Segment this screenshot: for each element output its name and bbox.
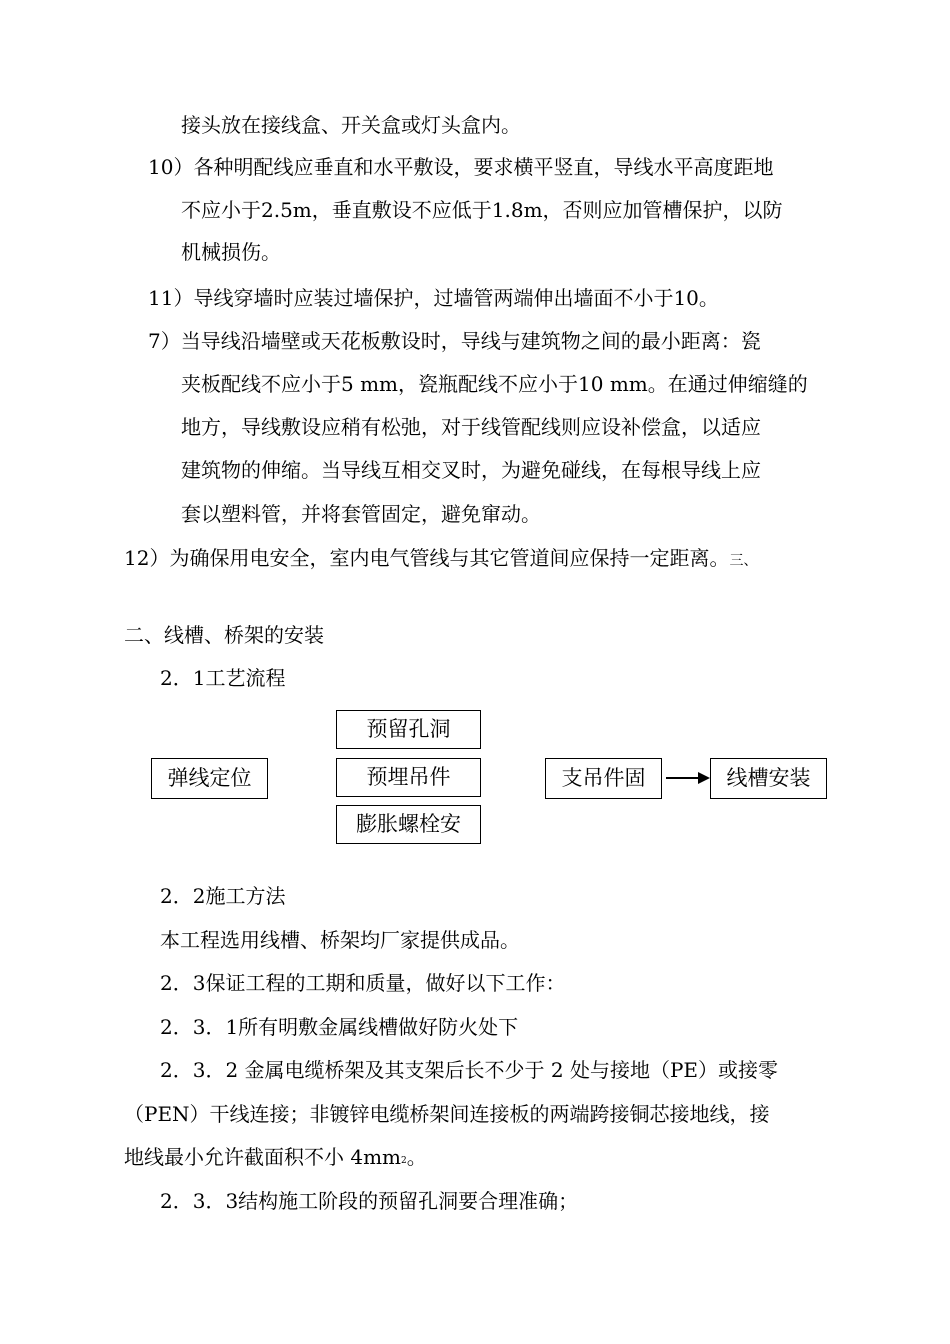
paragraph-text: 10）各种明配线应垂直和水平敷设，要求横平竖直，导线水平高度距地 [148, 155, 774, 179]
paragraph-text-tail: 三、 [729, 553, 758, 569]
superscript-text: 2 [401, 1156, 407, 1166]
paragraph-text: 11）导线穿墙时应装过墙保护，过墙管两端伸出墙面不小于10。 [148, 286, 719, 310]
paragraph-text: 机械损伤。 [181, 240, 281, 264]
paragraph-text [124, 544, 757, 575]
paragraph-text: 本工程选用线槽、桥架均厂家提供成品。 [160, 928, 520, 952]
paragraph-text: 7）当导线沿墙壁或天花板敷设时，导线与建筑物之间的最小距离：瓷 [148, 329, 761, 353]
flow-step-box: 线槽安装 [710, 758, 827, 799]
paragraph-text [124, 1143, 427, 1175]
paragraph-text: 不应小于2.5m，垂直敷设不应低于1.8m，否则应加管槽保护，以防 [181, 198, 783, 222]
flow-arrow-head [698, 772, 710, 784]
paragraph-text: 接头放在接线盒、开关盒或灯头盒内。 [181, 113, 521, 137]
subsection-heading: 2．1工艺流程 [160, 666, 286, 690]
subsection-heading: 2．2施工方法 [160, 884, 286, 908]
flow-step-box: 膨胀螺栓安 [336, 805, 481, 844]
flow-step-box: 预留孔洞 [336, 710, 481, 749]
paragraph-text: 建筑物的伸缩。当导线互相交叉时，为避免碰线，在每根导线上应 [181, 458, 761, 482]
paragraph-text: （PEN）干线连接；非镀锌电缆桥架间连接板的两端跨接铜芯接地线，接 [124, 1102, 770, 1126]
flow-step-box: 支吊件固 [545, 758, 662, 799]
flow-arrow-shaft [666, 777, 700, 779]
paragraph-text: 2．3．2 金属电缆桥架及其支架后长不少于 2 处与接地（PE）或接零 [160, 1058, 779, 1082]
paragraph-text: 地方，导线敷设应稍有松弛，对于线管配线则应设补偿盒，以适应 [181, 415, 761, 439]
paragraph-text: 夹板配线不应小于5 mm，瓷瓶配线不应小于10 mm。在通过伸缩缝的 [181, 372, 808, 396]
paragraph-text: 套以塑料管，并将套管固定，避免窜动。 [181, 502, 541, 526]
subsection-heading: 2．3．3结构施工阶段的预留孔洞要合理准确； [160, 1189, 579, 1213]
flow-step-box: 预埋吊件 [336, 758, 481, 797]
subsection-heading: 2．3保证工程的工期和质量，做好以下工作： [160, 971, 566, 995]
subsection-heading: 2．3．1所有明敷金属线槽做好防火处下 [160, 1015, 519, 1039]
section-heading: 二、线槽、桥架的安装 [124, 623, 324, 647]
paragraph-text-main: 地线最小允许截面积不小 4mm [124, 1145, 402, 1169]
paragraph-text-main: 12）为确保用电安全，室内电气管线与其它管道间应保持一定距离。 [124, 546, 730, 570]
paragraph-text-end: 。 [406, 1145, 427, 1169]
flow-step-box: 弹线定位 [151, 758, 268, 799]
